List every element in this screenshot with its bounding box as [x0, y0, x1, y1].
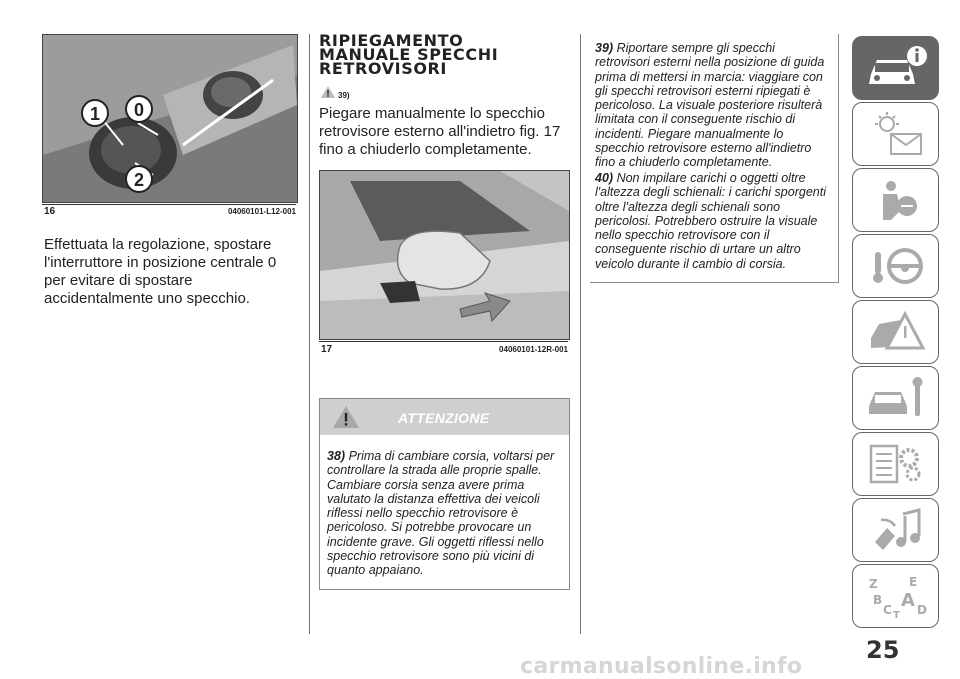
sidebar-tab-safety[interactable] — [852, 168, 939, 232]
section-paragraph: Piegare manualmente lo specchio retrovisore esterno all'indietro fig. 17 fino a chiuderlo completamente. — [319, 105, 561, 158]
dashboard-lights-icon — [861, 110, 931, 158]
figure-16-code: 04060101-L12-001 — [227, 207, 296, 216]
figure-16-number: 16 — [44, 206, 56, 217]
column-divider-2 — [580, 34, 581, 634]
section-heading-line3: RETROVISORI — [319, 59, 447, 78]
sidebar-tab-maintenance[interactable] — [852, 366, 939, 430]
warning-box-title: ATTENZIONE — [398, 410, 490, 426]
warning-note-text: Prima di cambiare corsia, voltarsi per controllare la strada alle proprie spalle. Cambiare corsia senza avere prima valutato la distanza effettiva dei veicoli riflessi nello specchio retrovisore è pericoloso. Si potrebbe provocare un incidente grave. Gli oggetti riflessi nello specchio retrovisore sono più vicini di quanto appaiano. — [327, 449, 555, 578]
figure-17-number: 17 — [321, 344, 333, 355]
note-39 — [595, 41, 833, 170]
warning-triangle-icon — [332, 405, 360, 429]
callout-2 — [126, 166, 152, 192]
warning-box-header — [320, 399, 569, 435]
folding-mirror-illustration — [320, 171, 569, 339]
index-letter-a: A — [900, 590, 915, 611]
sidebar-tab-technical-data[interactable] — [852, 432, 939, 496]
section-heading-line2: MANUALE SPECCHI — [319, 45, 499, 64]
index-letter-z: Z — [868, 577, 878, 591]
callout-1-label: 1 — [89, 104, 101, 124]
sidebar-tab-multimedia[interactable] — [852, 498, 939, 562]
index-letter-d: D — [916, 603, 927, 617]
sidebar-tab-car-info[interactable] — [852, 36, 939, 100]
warning-triangle-icon — [321, 86, 335, 98]
maintenance-car-wrench-icon — [861, 374, 931, 422]
left-paragraph: Effettuata la regolazione, spostare l'interruttore in posizione centrale 0 per evitare di spostare accidentalmente uno specchio. — [44, 236, 277, 307]
warning-note-number: 38) — [327, 449, 346, 463]
car-info-icon — [861, 44, 931, 92]
note-39-text: Riportare sempre gli specchi retrovisori esterni nella posizione di guida prima di mettersi in marcia: viaggiare con gli specchi retrovisori esterni ripiegati è pericoloso. La visuale posteriore risulterà limitata con il conseguente rischio di incidenti. Piegare manualmente lo specchio retrovisore esterno all'indietro fino a chiuderlo completamente. — [595, 41, 825, 170]
note-40-text: Non impilare carichi o oggetti oltre l'altezza degli schienali: i carichi sporgenti oltre l'altezza degli schienali sono pericolosi. Potrebbero ostruire la visuale nello specchio retrovisore con il conseguente rischio di urtare un altro veicolo durante il cambio di corsia. — [595, 171, 826, 271]
warning-note-38 — [327, 449, 563, 578]
warning-reference-number: 39) — [338, 91, 350, 100]
steering-wheel-key-icon — [861, 242, 931, 290]
section-heading-line1: RIPIEGAMENTO — [319, 31, 464, 50]
note-40 — [595, 171, 833, 271]
sidebar-tab-index[interactable] — [852, 564, 939, 628]
callout-0-label: 0 — [133, 100, 145, 120]
note-39-number: 39) — [595, 41, 614, 55]
column-divider-1 — [309, 34, 310, 634]
safety-airbag-icon — [861, 176, 931, 224]
figure-17-code: 04060101-12R-001 — [499, 345, 568, 354]
warning-box — [319, 398, 570, 590]
page-number: 25 — [866, 636, 900, 664]
index-letter-t: T — [892, 610, 900, 620]
index-letter-c: C — [882, 603, 892, 617]
figure-17-mirror-fold-image — [319, 170, 570, 340]
note-40-number: 40) — [595, 171, 614, 185]
sidebar-tab-dashboard-lights[interactable] — [852, 102, 939, 166]
callout-1 — [82, 100, 108, 126]
watermark: carmanualsonline.info — [520, 654, 803, 679]
sidebar-tab-starting-driving[interactable] — [852, 234, 939, 298]
index-letter-b: B — [872, 593, 882, 607]
callout-0 — [126, 96, 152, 122]
alphabetical-index-icon — [861, 572, 931, 620]
right-notes-box — [590, 34, 839, 283]
mirror-switch-illustration — [43, 35, 297, 202]
emergency-warning-icon — [861, 308, 931, 356]
callout-2-label: 2 — [133, 170, 145, 190]
multimedia-phone-music-icon — [861, 506, 931, 554]
section-heading — [319, 31, 569, 78]
warning-reference — [321, 83, 350, 100]
index-letter-e: E — [908, 575, 917, 589]
figure-16-mirror-switch-image — [42, 34, 298, 203]
sidebar-tab-emergency[interactable] — [852, 300, 939, 364]
technical-data-gear-icon — [861, 440, 931, 488]
